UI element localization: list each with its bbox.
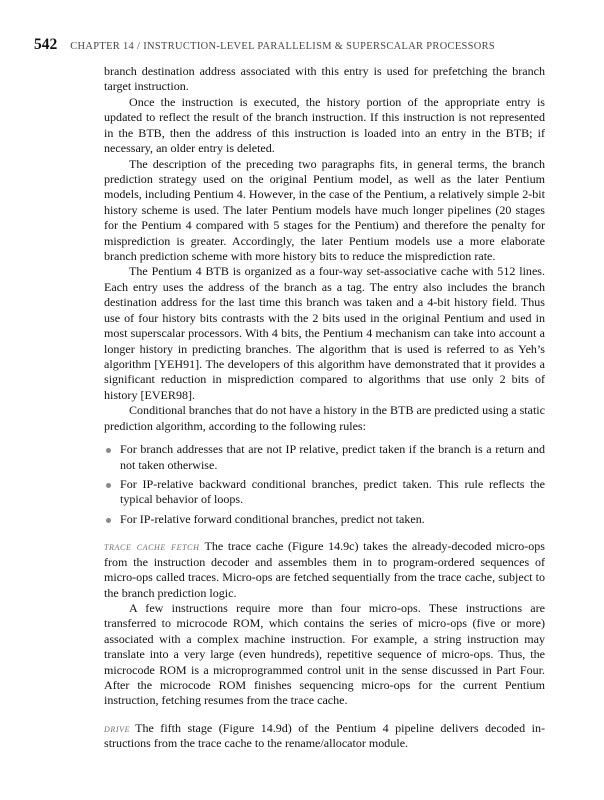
list-item	[104, 442, 545, 473]
body-text	[104, 64, 545, 752]
rule-text: For branch addresses that are not IP relative, predict taken if the branch is a return and not taken otherwise.	[120, 442, 545, 472]
paragraph-history-update: Once the instruction is executed, the history portion of the appropriate entry is updated to reflect the result of the branch instruction. If this instruction is not represented in the BTB, then the address of this instruction is loaded into an entry in the BTB; if necessary, an older entry is deleted.	[104, 94, 545, 156]
list-item	[104, 477, 545, 508]
paragraph-continuation: branch destination address associated with this entry is used for prefetching the branch target instruction.	[104, 64, 545, 94]
section-drive	[104, 721, 545, 752]
paragraph-pentium4-btb: The Pentium 4 BTB is organized as a four-way set-associative cache with 512 lines. Each entry uses the address of the branch as a tag. The entry also includes the branch destination address for the last time this branch was taken and a 4-bit history field. Thus use of four history bits contrasts with the 2 bits used in the original Pentium and used in most superscalar processors. With 4 bits, the Pentium 4 mechanism can take into account a longer history in predicting branches. The algorithm that is used is referred to as Yeh’s algorithm [YEH91]. The developers of this algorithm have demonstrated that it provides a significant reduction in misprediction compared to algorithms that use only 2 bits of history [EVER98].	[104, 264, 545, 402]
rule-text: For IP-relative forward conditional branches, predict not taken.	[120, 511, 425, 526]
rule-text: For IP-relative backward conditional branches, predict taken. This rule reflects the typical behavior of loops.	[120, 476, 545, 507]
list-item	[104, 512, 545, 527]
run-in-heading: trace cache fetch	[104, 539, 200, 554]
section-text: The fifth stage (Figure 14.9d) of the Pentium 4 pipeline delivers decoded instructions from the trace cache to the rename/allocator module.	[104, 720, 545, 751]
run-in-heading: drive	[104, 720, 131, 735]
running-header	[34, 36, 574, 54]
bullet-icon	[106, 518, 111, 523]
paragraph-microcode-rom: A few instructions require more than four micro-ops. These instructions are transferred to microcode ROM, which contains the series of micro-ops (five or more) associated with a complex machine instruction. For example, a string instruction may translate into a very large (even hundreds), repetitive sequence of micro-ops. Thus, the microcode ROM is a microprogrammed control unit in the sense discussed in Part Four. After the microcode ROM finishes sequencing micro-ops for the current Pentium instruction, fetching resumes from the trace cache.	[104, 600, 545, 708]
chapter-title: CHAPTER 14 / INSTRUCTION-LEVEL PARALLELISM & SUPERSCALAR PROCESSORS	[70, 41, 496, 52]
paragraph-prediction-strategy: The description of the preceding two paragraphs fits, in general terms, the branch prediction strategy used on the original Pentium model, as well as the later Pentium models, including Pentium 4. However, in the case of the Pentium, a relatively simple 2-bit history scheme is used. The later Pentium models have much longer pipelines (20 stages for the Pentium 4 compared with 5 stages for the Pentium) and therefore the penalty for misprediction is greater. Accordingly, the later Pentium models use a more elaborate branch prediction scheme with more history bits to reduce the misprediction rate.	[104, 156, 545, 264]
static-prediction-rules	[104, 442, 545, 527]
bullet-icon	[106, 483, 111, 488]
section-trace-cache-fetch	[104, 539, 545, 601]
page-number: 542	[34, 36, 58, 53]
paragraph-static-prediction: Conditional branches that do not have a history in the BTB are predicted using a static prediction algorithm, according to the following rules:	[104, 403, 545, 433]
bullet-icon	[106, 448, 111, 453]
section-text: The trace cache (Figure 14.9c) takes the already-decoded micro-ops from the instruction decoder and assembles them in to program-ordered sequences of micro-ops called traces. Micro-ops are fetched sequentially from the trace cache, subject to the branch prediction logic.	[104, 539, 545, 600]
